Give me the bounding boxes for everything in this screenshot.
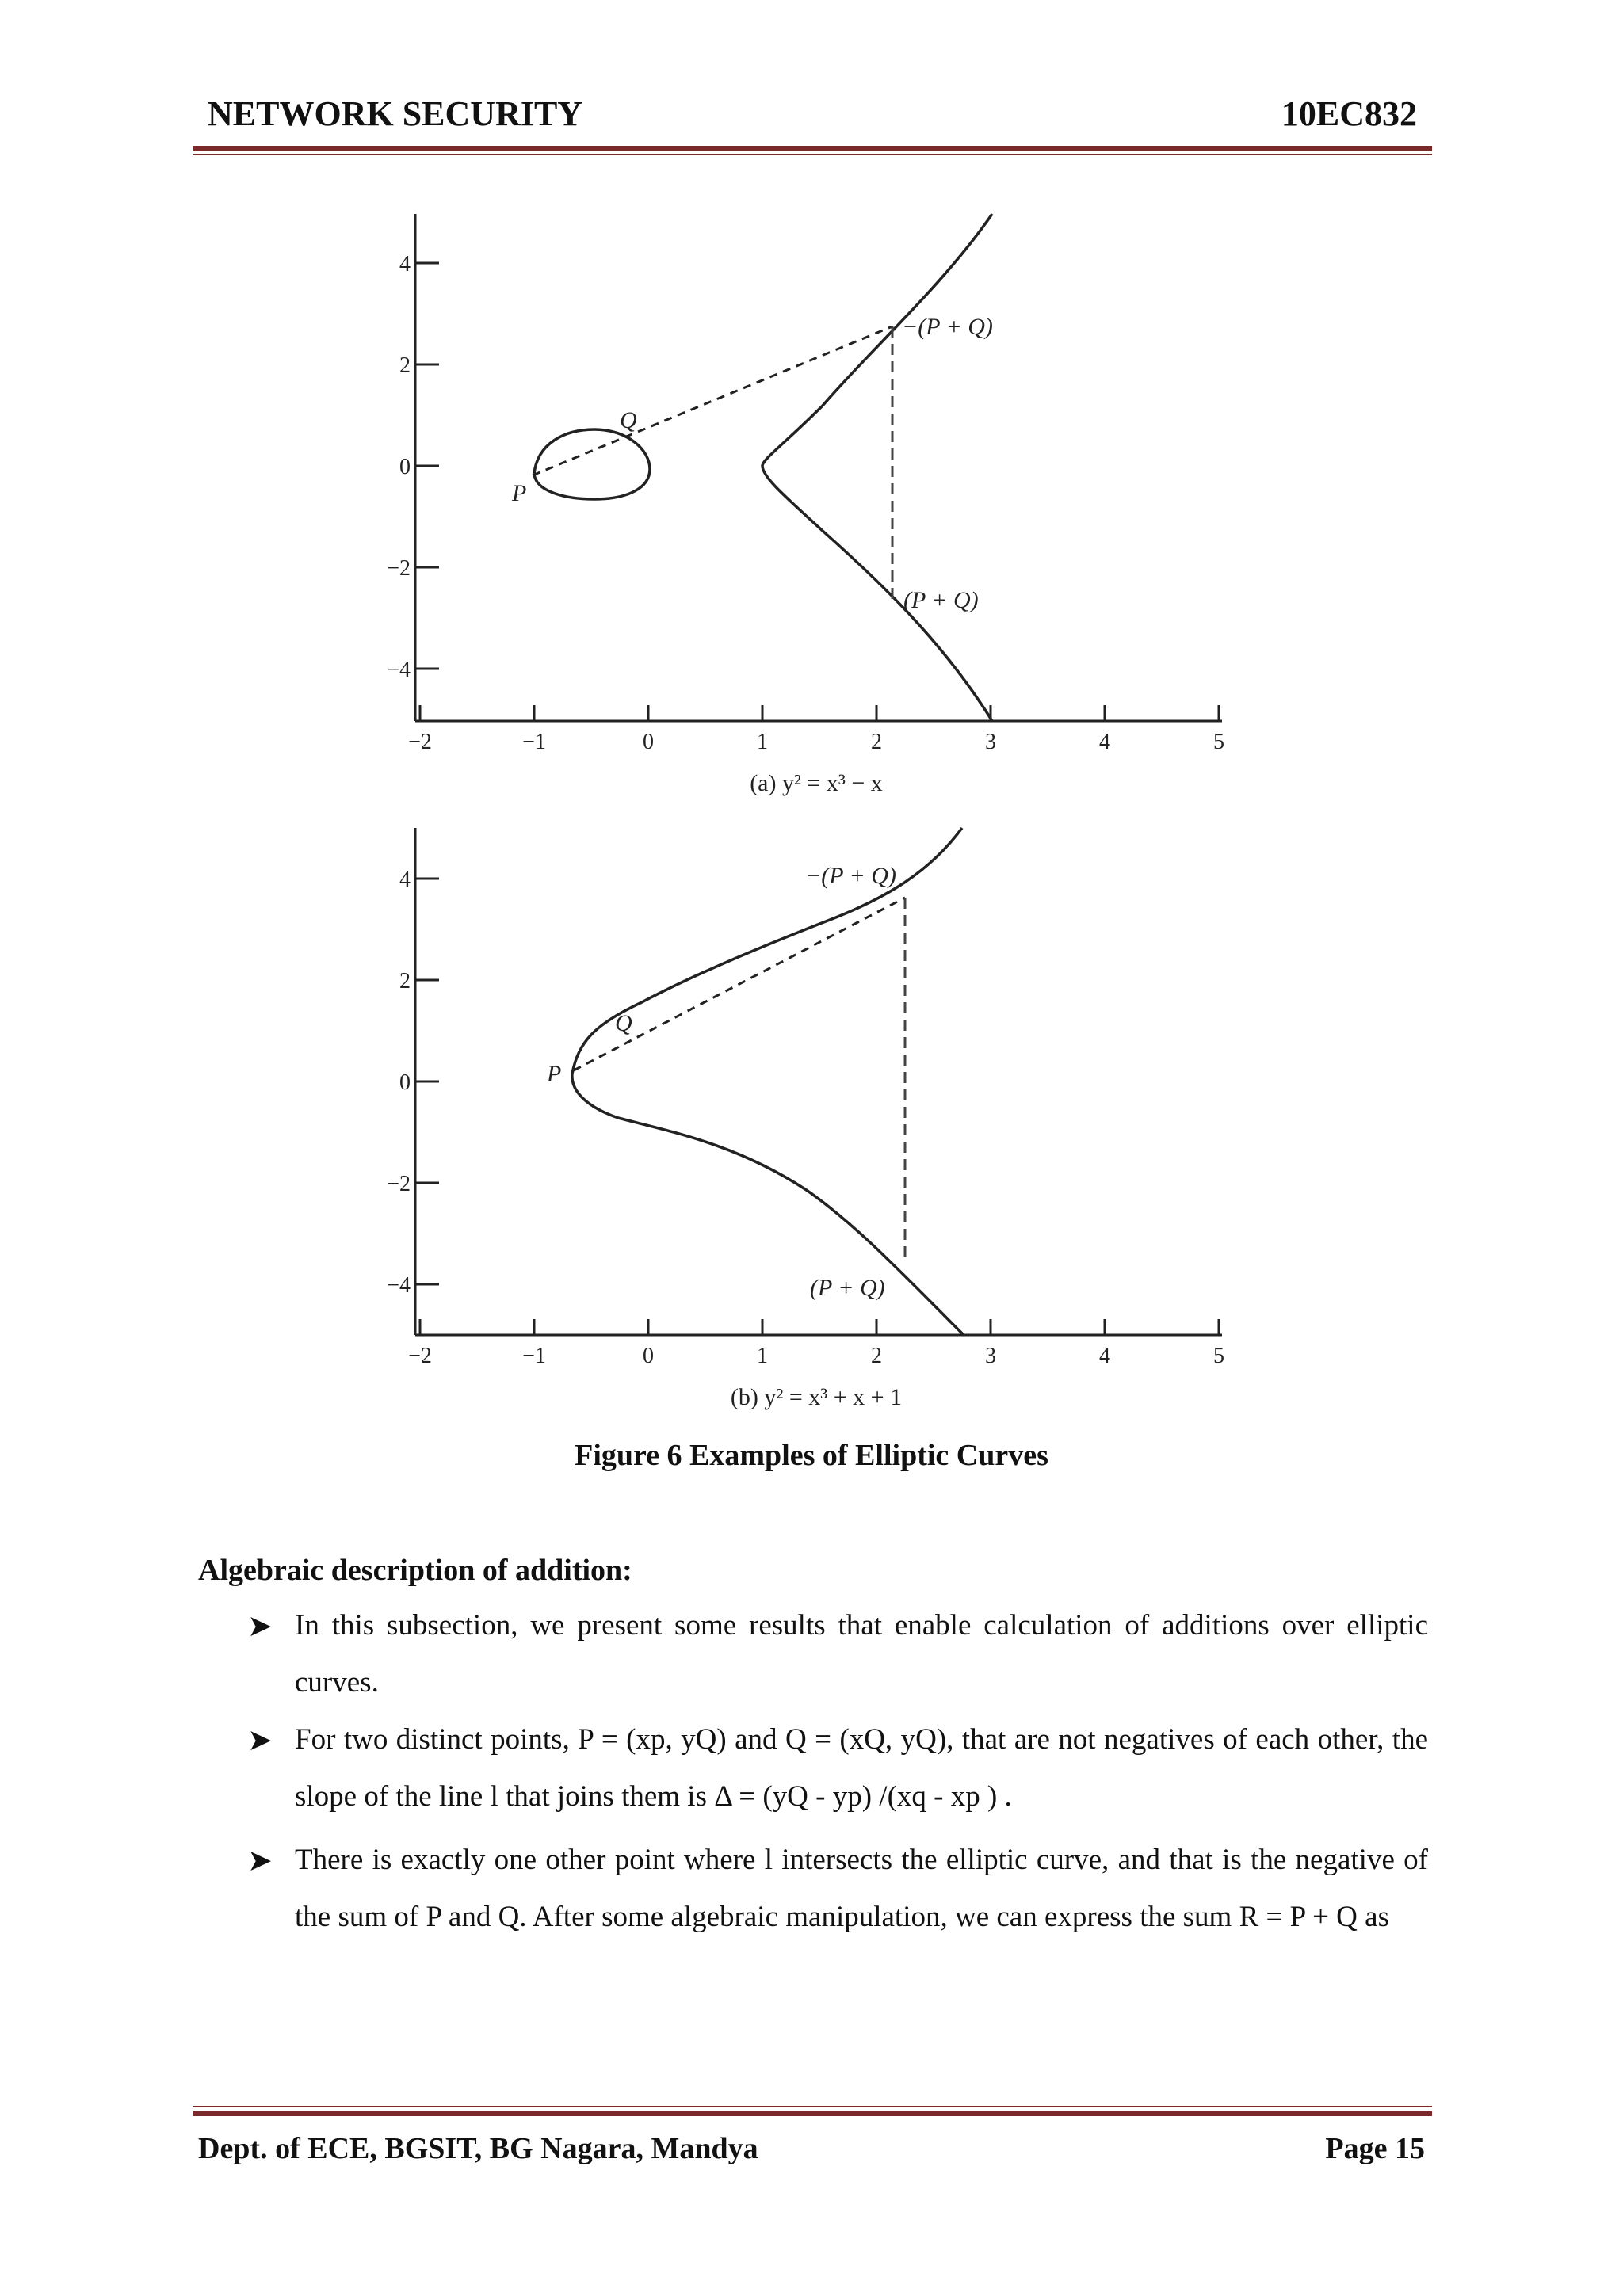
point-p-label: P — [512, 480, 527, 506]
point-q-label: Q — [620, 407, 637, 433]
bullet-arrow-icon: ➤ — [247, 1844, 273, 1878]
neg-sum-label: −(P + Q) — [902, 314, 993, 340]
x-tick-label: 2 — [871, 730, 882, 754]
page-number: Page 15 — [1325, 2132, 1425, 2165]
figure-b-caption: (b) y² = x³ + x + 1 — [730, 1384, 903, 1410]
figure-a-plot — [357, 198, 1260, 808]
header-course-code: 10EC832 — [1281, 94, 1417, 133]
x-tick-label: 0 — [643, 730, 654, 754]
y-tick-label: −2 — [387, 1172, 411, 1196]
figure-b-plot — [357, 812, 1260, 1422]
x-tick-label: 1 — [757, 730, 768, 754]
point-p-label: P — [547, 1061, 562, 1087]
figure-a — [357, 198, 1260, 812]
figure-caption: Figure 6 Examples of Elliptic Curves — [575, 1439, 1048, 1472]
y-tick-label: 4 — [399, 252, 411, 277]
x-tick-label: −2 — [408, 1344, 432, 1368]
bullet-arrow-icon: ➤ — [247, 1610, 273, 1643]
curve-a-branch — [762, 214, 992, 721]
header-rule-thin — [193, 154, 1432, 155]
bullet-item: In this subsection, we present some results that enable calculation of additions over elliptic curves. — [295, 1609, 1428, 1699]
secant-line — [533, 326, 892, 475]
bullet-item: For two distinct points, P = (xp, yQ) and Q = (xQ, yQ), that are not negatives of each other, the slope of the line l that joins them is Δ = (yQ - yp) /(xq - xp ) . — [295, 1723, 1428, 1813]
secant-line — [574, 898, 905, 1070]
figure-b — [357, 812, 1260, 1426]
footer-department: Dept. of ECE, BGSIT, BG Nagara, Mandya — [198, 2132, 758, 2165]
curve-a-loop — [534, 429, 650, 499]
y-tick-label: 2 — [399, 969, 411, 994]
y-tick-label: 4 — [399, 868, 411, 892]
y-tick-label: 0 — [399, 455, 411, 479]
figure-a-caption: (a) y² = x³ − x — [750, 770, 883, 796]
bullet-item: There is exactly one other point where l intersects the elliptic curve, and that is the negative of the sum of P and Q. After some algebraic manipulation, we can express the sum R = P + Q as — [295, 1844, 1428, 1933]
x-tick-label: 4 — [1099, 730, 1110, 754]
y-tick-label: 0 — [399, 1070, 411, 1095]
bullet-arrow-icon: ➤ — [247, 1724, 273, 1757]
x-tick-label: 0 — [643, 1344, 654, 1368]
footer-rule-thin — [193, 2106, 1432, 2107]
x-tick-label: 1 — [757, 1344, 768, 1368]
x-tick-label: −2 — [408, 730, 432, 754]
header-title: NETWORK SECURITY — [208, 94, 583, 133]
neg-sum-label: −(P + Q) — [805, 863, 896, 889]
y-tick-label: 2 — [399, 353, 411, 378]
x-tick-label: −1 — [522, 1344, 546, 1368]
x-tick-label: 5 — [1213, 730, 1224, 754]
header-rule — [193, 146, 1432, 151]
sum-label: (P + Q) — [903, 587, 979, 613]
y-tick-label: −4 — [387, 1273, 411, 1298]
x-tick-label: 5 — [1213, 1344, 1224, 1368]
y-tick-label: −2 — [387, 556, 411, 581]
sum-label: (P + Q) — [810, 1275, 885, 1301]
x-tick-label: 4 — [1099, 1344, 1110, 1368]
x-tick-label: 3 — [985, 730, 996, 754]
x-tick-label: 2 — [871, 1344, 882, 1368]
section-heading: Algebraic description of addition: — [198, 1554, 632, 1587]
x-tick-label: 3 — [985, 1344, 996, 1368]
y-tick-label: −4 — [387, 658, 411, 682]
footer-rule — [193, 2111, 1432, 2116]
point-q-label: Q — [615, 1010, 632, 1036]
x-tick-label: −1 — [522, 730, 546, 754]
